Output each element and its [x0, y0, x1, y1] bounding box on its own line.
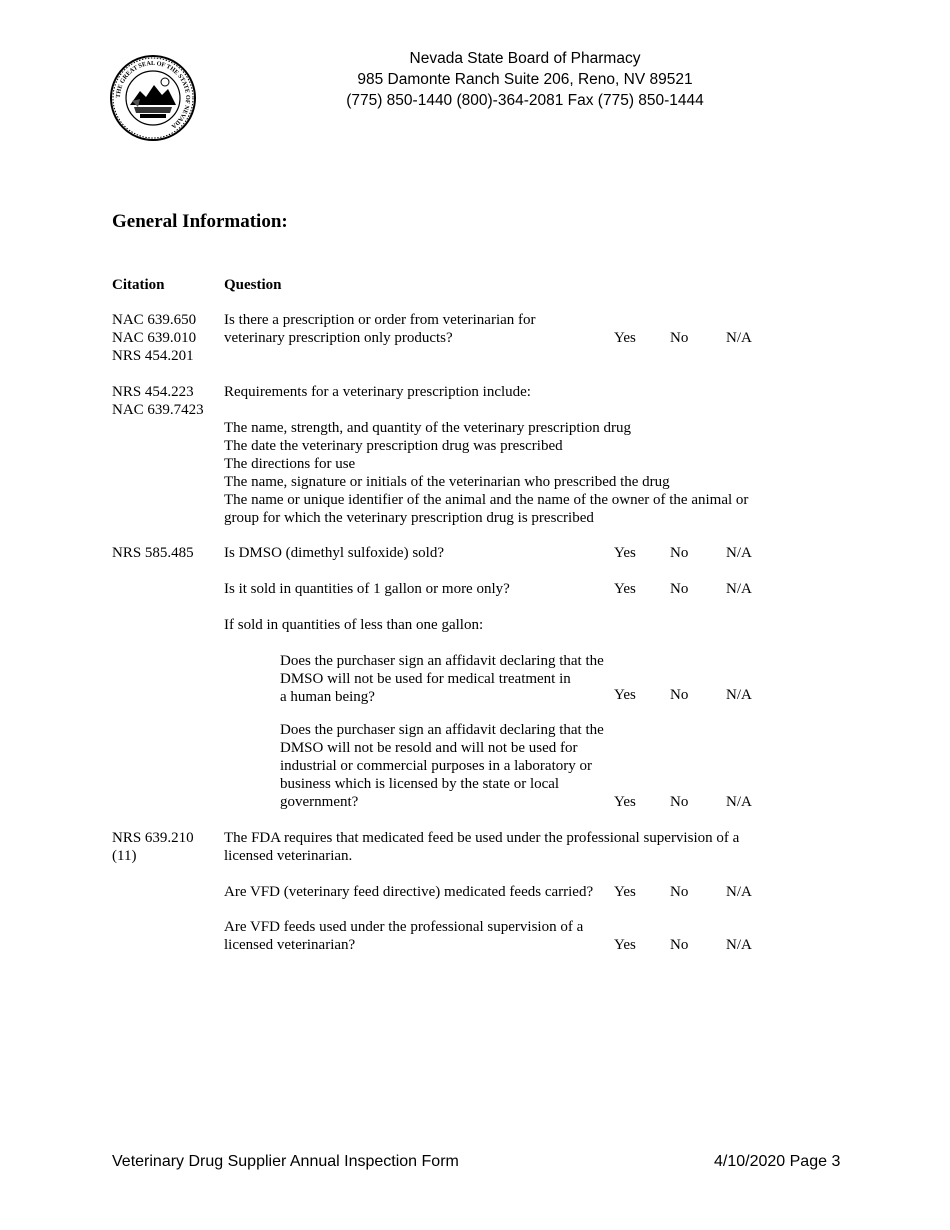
- answer-na[interactable]: N/A: [726, 581, 752, 597]
- answer-no[interactable]: No: [670, 937, 689, 953]
- section-title: General Information:: [112, 211, 288, 232]
- question-vfd-supervision: [224, 918, 583, 954]
- question-line: licensed veterinarian?: [224, 937, 356, 953]
- header-address: 985 Damonte Ranch Suite 206, Reno, NV 89521: [357, 71, 693, 88]
- citation-row-2: [112, 383, 204, 419]
- requirement-item: The date the veterinary prescription drug was prescribed: [224, 438, 563, 454]
- statement-line: licensed veterinarian.: [224, 848, 353, 864]
- citation-row-1: [112, 311, 196, 365]
- answer-yes[interactable]: Yes: [614, 545, 636, 561]
- answer-yes[interactable]: Yes: [614, 330, 636, 346]
- answer-na[interactable]: N/A: [726, 884, 752, 900]
- question-affidavit-resale: [280, 721, 604, 811]
- question-dmso-sold: Is DMSO (dimethyl sulfoxide) sold?: [224, 545, 444, 561]
- question-affidavit-medical: [280, 652, 604, 706]
- answer-no[interactable]: No: [670, 330, 689, 346]
- question-less-than-gallon: If sold in quantities of less than one gallon:: [224, 617, 484, 633]
- question-line: Is there a prescription or order from veterinarian for: [224, 312, 536, 328]
- citation: NRS 639.210: [112, 830, 194, 846]
- footer-date-page: 4/10/2020 Page 3: [714, 1153, 841, 1170]
- question-line: Does the purchaser sign an affidavit declaring that the: [280, 722, 604, 738]
- answer-na[interactable]: N/A: [726, 687, 752, 703]
- answer-yes[interactable]: Yes: [614, 687, 636, 703]
- citation-column-header: Citation: [112, 277, 165, 293]
- prescription-requirements-intro: Requirements for a veterinary prescription include:: [224, 384, 531, 400]
- citation: NAC 639.650: [112, 312, 197, 328]
- requirement-item: The directions for use: [224, 456, 356, 472]
- question-line: business which is licensed by the state or local: [280, 776, 560, 792]
- answer-na[interactable]: N/A: [726, 545, 752, 561]
- seal-text: THE GREAT SEAL OF THE STATE OF NEVADA: [114, 59, 192, 130]
- question-line: DMSO will not be used for medical treatment in: [280, 671, 571, 687]
- answer-yes[interactable]: Yes: [614, 937, 636, 953]
- question-prescription-order: [224, 311, 536, 347]
- question-vfd-carried: Are VFD (veterinary feed directive) medicated feeds carried?: [224, 884, 594, 900]
- question-line: industrial or commercial purposes in a laboratory or: [280, 758, 592, 774]
- question-line: government?: [280, 794, 359, 810]
- question-dmso-gallon: Is it sold in quantities of 1 gallon or more only?: [224, 581, 510, 597]
- requirement-item: The name, signature or initials of the veterinarian who prescribed the drug: [224, 474, 670, 490]
- statement-line: The FDA requires that medicated feed be used under the professional supervision of a: [224, 830, 740, 846]
- answer-na[interactable]: N/A: [726, 330, 752, 346]
- citation: NAC 639.010: [112, 330, 197, 346]
- answer-yes[interactable]: Yes: [614, 884, 636, 900]
- citation: NAC 639.7423: [112, 402, 204, 418]
- question-line: Does the purchaser sign an affidavit declaring that the: [280, 653, 604, 669]
- fda-medicated-feed-statement: [224, 829, 739, 865]
- answer-no[interactable]: No: [670, 545, 689, 561]
- answer-no[interactable]: No: [670, 794, 689, 810]
- answer-na[interactable]: N/A: [726, 794, 752, 810]
- prescription-requirements-list: [224, 419, 748, 527]
- question-line: DMSO will not be resold and will not be used for: [280, 740, 578, 756]
- answer-no[interactable]: No: [670, 884, 689, 900]
- answer-no[interactable]: No: [670, 581, 689, 597]
- question-line: Are VFD feeds used under the professional supervision of a: [224, 919, 584, 935]
- answer-na[interactable]: N/A: [726, 937, 752, 953]
- question-line: a human being?: [280, 689, 375, 705]
- header-phone: (775) 850-1440 (800)-364-2081 Fax (775) 850-1444: [346, 92, 704, 109]
- question-line: veterinary prescription only products?: [224, 330, 453, 346]
- citation-row-3: NRS 585.485: [112, 545, 194, 561]
- citation: NRS 454.201: [112, 348, 194, 364]
- requirement-item: group for which the veterinary prescription drug is prescribed: [224, 510, 594, 526]
- footer-form-title: Veterinary Drug Supplier Annual Inspection Form: [112, 1153, 459, 1170]
- requirement-item: The name, strength, and quantity of the veterinary prescription drug: [224, 420, 631, 436]
- requirement-item: The name or unique identifier of the animal and the name of the owner of the animal or: [224, 492, 749, 508]
- citation-row-4: [112, 829, 194, 865]
- nevada-state-seal-icon: [110, 55, 196, 141]
- question-column-header: Question: [224, 277, 282, 293]
- answer-yes[interactable]: Yes: [614, 794, 636, 810]
- header-board-name: Nevada State Board of Pharmacy: [409, 50, 641, 67]
- answer-no[interactable]: No: [670, 687, 689, 703]
- citation: NRS 454.223: [112, 384, 194, 400]
- answer-yes[interactable]: Yes: [614, 581, 636, 597]
- board-header: [300, 48, 750, 111]
- citation: (11): [112, 848, 137, 864]
